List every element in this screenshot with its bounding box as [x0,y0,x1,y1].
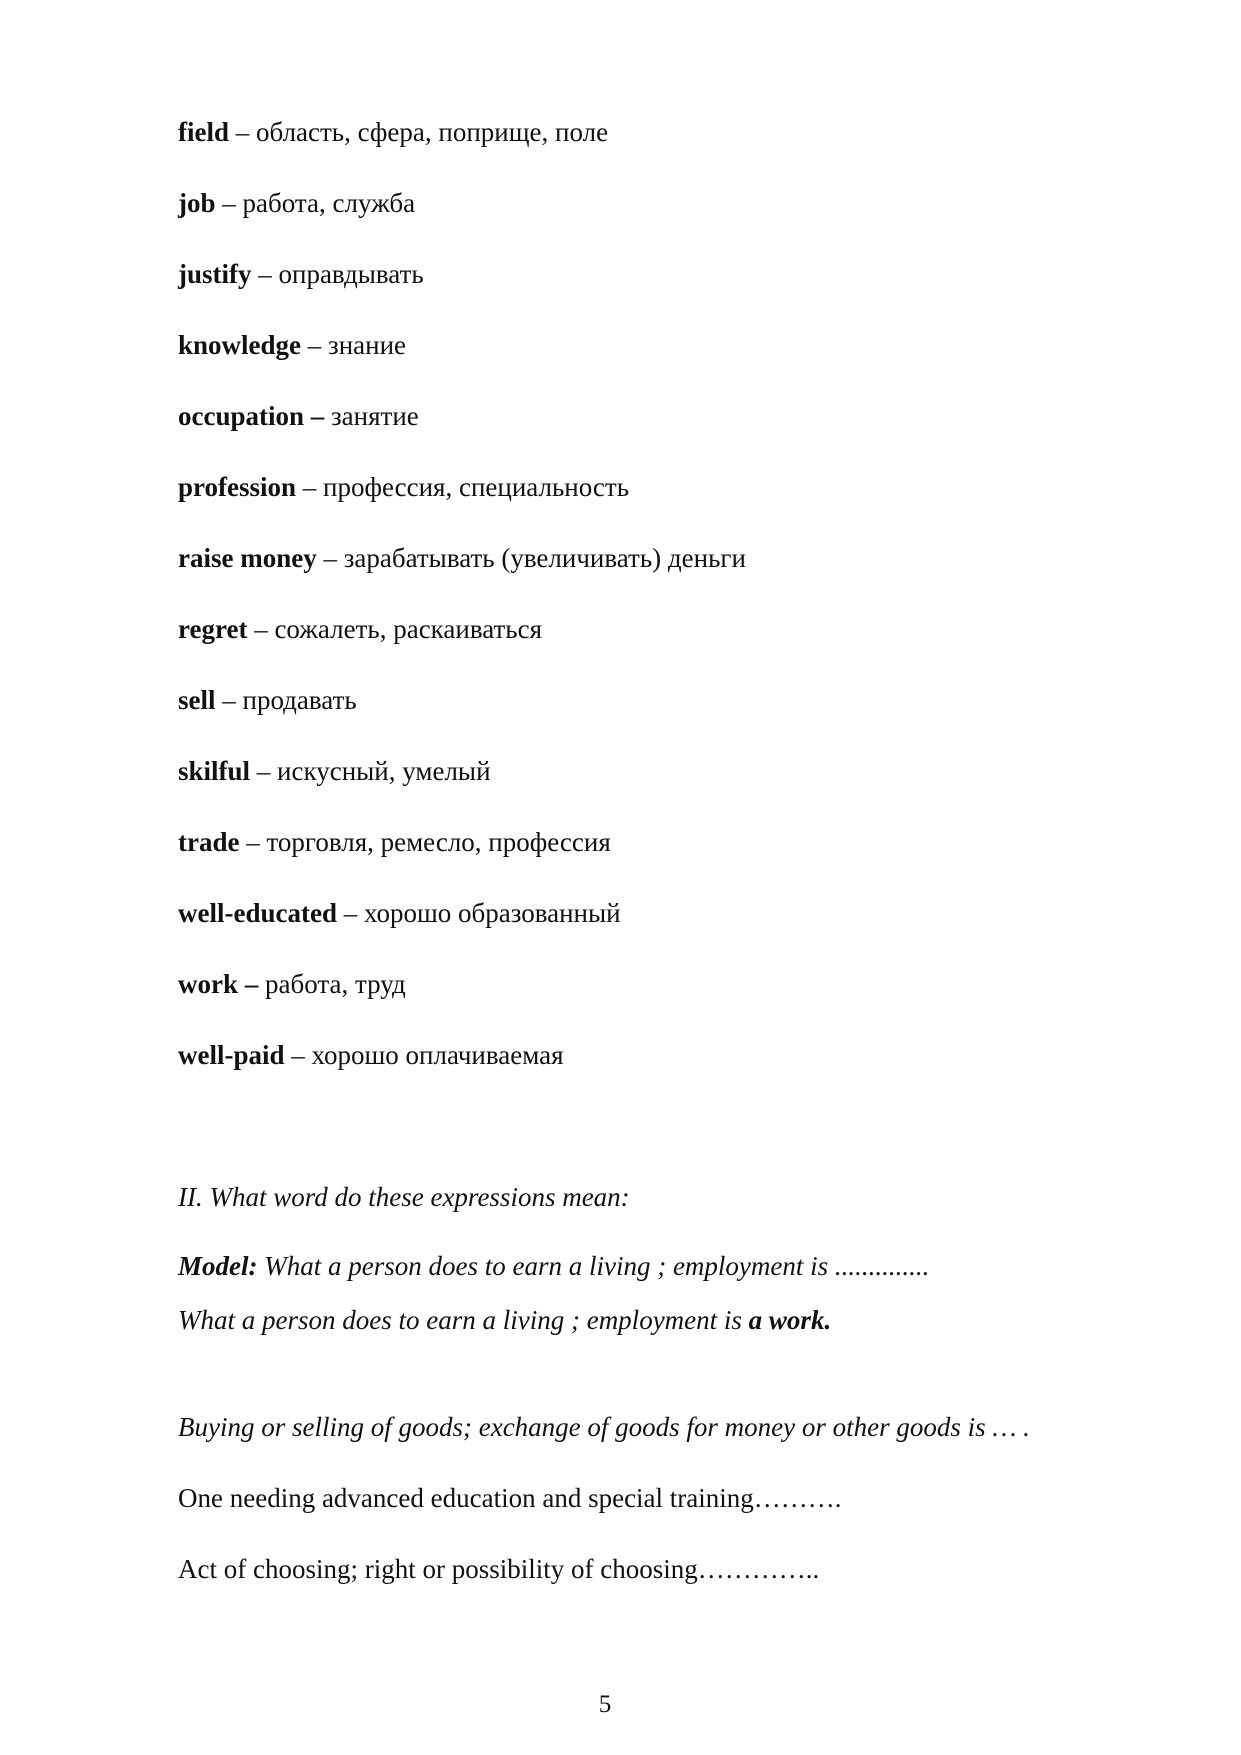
vocab-translation: – искусный, умелый [250,756,491,786]
vocab-translation: – область, сфера, поприще, поле [229,117,609,147]
vocab-entry [178,968,406,1000]
vocab-entry [178,258,424,290]
vocab-translation: – хорошо оплачиваемая [284,1040,564,1070]
exercise-item: Buying or selling of goods; exchange of goods for money or other goods is … . [178,1412,1030,1442]
model-answer [178,1304,831,1336]
vocab-entry [178,897,621,929]
exercise-item: Act of choosing; right or possibility of choosing………….. [178,1554,820,1584]
model-answer-text: What a person does to earn a living ; employment is [178,1305,749,1335]
vocab-entry [178,826,611,858]
vocab-translation: – продавать [215,685,357,715]
vocab-term: occupation – [178,401,325,431]
vocab-term: job [178,188,216,218]
vocab-entry [178,116,608,148]
vocab-translation: – сожалеть, раскаиваться [247,614,543,644]
vocab-term: sell [178,685,216,715]
vocab-entry [178,684,357,716]
vocab-term: trade [178,827,240,857]
model-question-text: What a person does to earn a living ; employment is .............. [257,1251,930,1281]
exercise-heading: II. What word do these expressions mean: [178,1182,630,1212]
vocab-entry [178,187,415,219]
model-label: Model: [178,1251,258,1281]
vocab-translation: – знание [301,330,407,360]
vocab-translation: – работа, служба [215,188,416,218]
vocab-term: regret [178,614,248,644]
vocab-term: knowledge [178,330,302,360]
vocab-entry [178,400,419,432]
vocab-entry [178,542,746,574]
vocab-entry [178,1039,564,1071]
vocab-translation: – оправдывать [251,259,424,289]
vocab-entry [178,755,491,787]
vocab-translation: – зарабатывать (увеличивать) деньги [316,543,746,573]
vocab-term: well-paid [178,1040,285,1070]
vocab-term: skilful [178,756,251,786]
vocab-translation: – торговля, ремесло, профессия [239,827,611,857]
page-number: 5 [598,1691,612,1718]
vocab-term: well-educated [178,898,337,928]
vocab-term: work – [178,969,259,999]
vocab-entry [178,329,406,361]
vocab-term: profession [178,472,297,502]
vocab-translation: – профессия, специальность [296,472,630,502]
exercise-item: One needing advanced education and special training………. [178,1483,842,1513]
vocab-entry [178,471,629,503]
vocab-translation: – хорошо образованный [336,898,621,928]
model-question [178,1250,929,1282]
vocab-entry [178,613,542,645]
vocab-translation: работа, труд [258,969,406,999]
vocab-term: field [178,117,229,147]
vocab-translation: занятие [324,401,419,431]
vocab-term: raise money [178,543,317,573]
vocab-term: justify [178,259,252,289]
model-answer-highlight: a work. [748,1305,832,1335]
